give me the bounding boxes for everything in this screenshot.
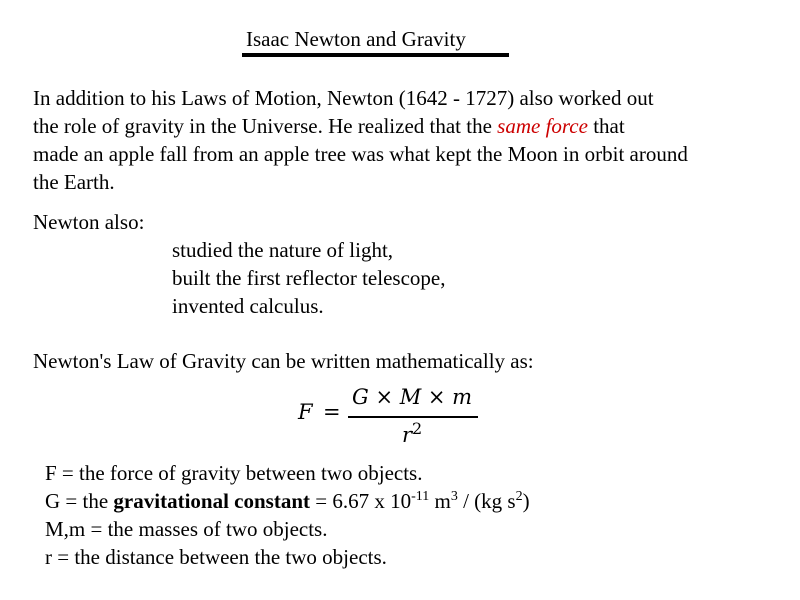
intro-paragraph — [33, 84, 793, 196]
definition-masses: M,m = the masses of two objects. — [45, 517, 328, 541]
definition-g-unit-m-exponent: 3 — [450, 489, 458, 504]
formula-denominator-var: r — [402, 423, 413, 447]
definition-r: r = the distance between the two objects. — [45, 545, 387, 569]
definition-g-value: = 6.67 x 10 — [310, 489, 412, 513]
variable-definitions — [45, 459, 530, 571]
definition-f: F = the force of gravity between two objects. — [45, 461, 423, 485]
definition-g-close: ) — [522, 489, 530, 513]
definition-g-unit-m: m — [429, 489, 451, 513]
definition-g-unit-kgs: / (kg s — [457, 489, 516, 513]
gravitational-constant-term: gravitational constant — [113, 489, 310, 513]
formula-lhs: F — [298, 400, 313, 424]
page-title: Isaac Newton and Gravity — [246, 27, 466, 51]
gravity-formula — [296, 383, 486, 445]
newton-also-label: Newton also: — [33, 210, 145, 234]
title-underline — [242, 53, 509, 57]
achievement-item: invented calculus. — [172, 294, 324, 318]
intro-line-4: the Earth. — [33, 170, 115, 194]
achievement-item: studied the nature of light, — [172, 238, 394, 262]
same-force-emphasis: same force — [497, 114, 588, 138]
intro-line-2-end: that — [587, 114, 625, 138]
formula-denominator — [402, 419, 422, 447]
achievement-item: built the first reflector telescope, — [172, 266, 446, 290]
formula-fraction-bar — [348, 416, 478, 418]
intro-line-3: made an apple fall from an apple tree was what kept the Moon in orbit around — [33, 142, 688, 166]
definition-g-unit-s-exponent: 2 — [515, 489, 523, 504]
intro-line-2 — [33, 112, 793, 140]
formula-equals: = — [323, 400, 341, 424]
definition-g-exponent: -11 — [411, 489, 430, 504]
intro-line-1: In addition to his Laws of Motion, Newton (1642 - 1727) also worked out — [33, 86, 654, 110]
intro-line-2-start: the role of gravity in the Universe. He realized that the — [33, 114, 498, 138]
formula-numerator: G × M × m — [352, 385, 473, 409]
formula-denominator-exponent: 2 — [412, 419, 423, 438]
definition-g-prefix: G = the — [45, 489, 114, 513]
definition-g — [45, 487, 530, 515]
law-intro-text: Newton's Law of Gravity can be written mathematically as: — [33, 349, 534, 373]
newton-achievements-list — [172, 236, 445, 320]
